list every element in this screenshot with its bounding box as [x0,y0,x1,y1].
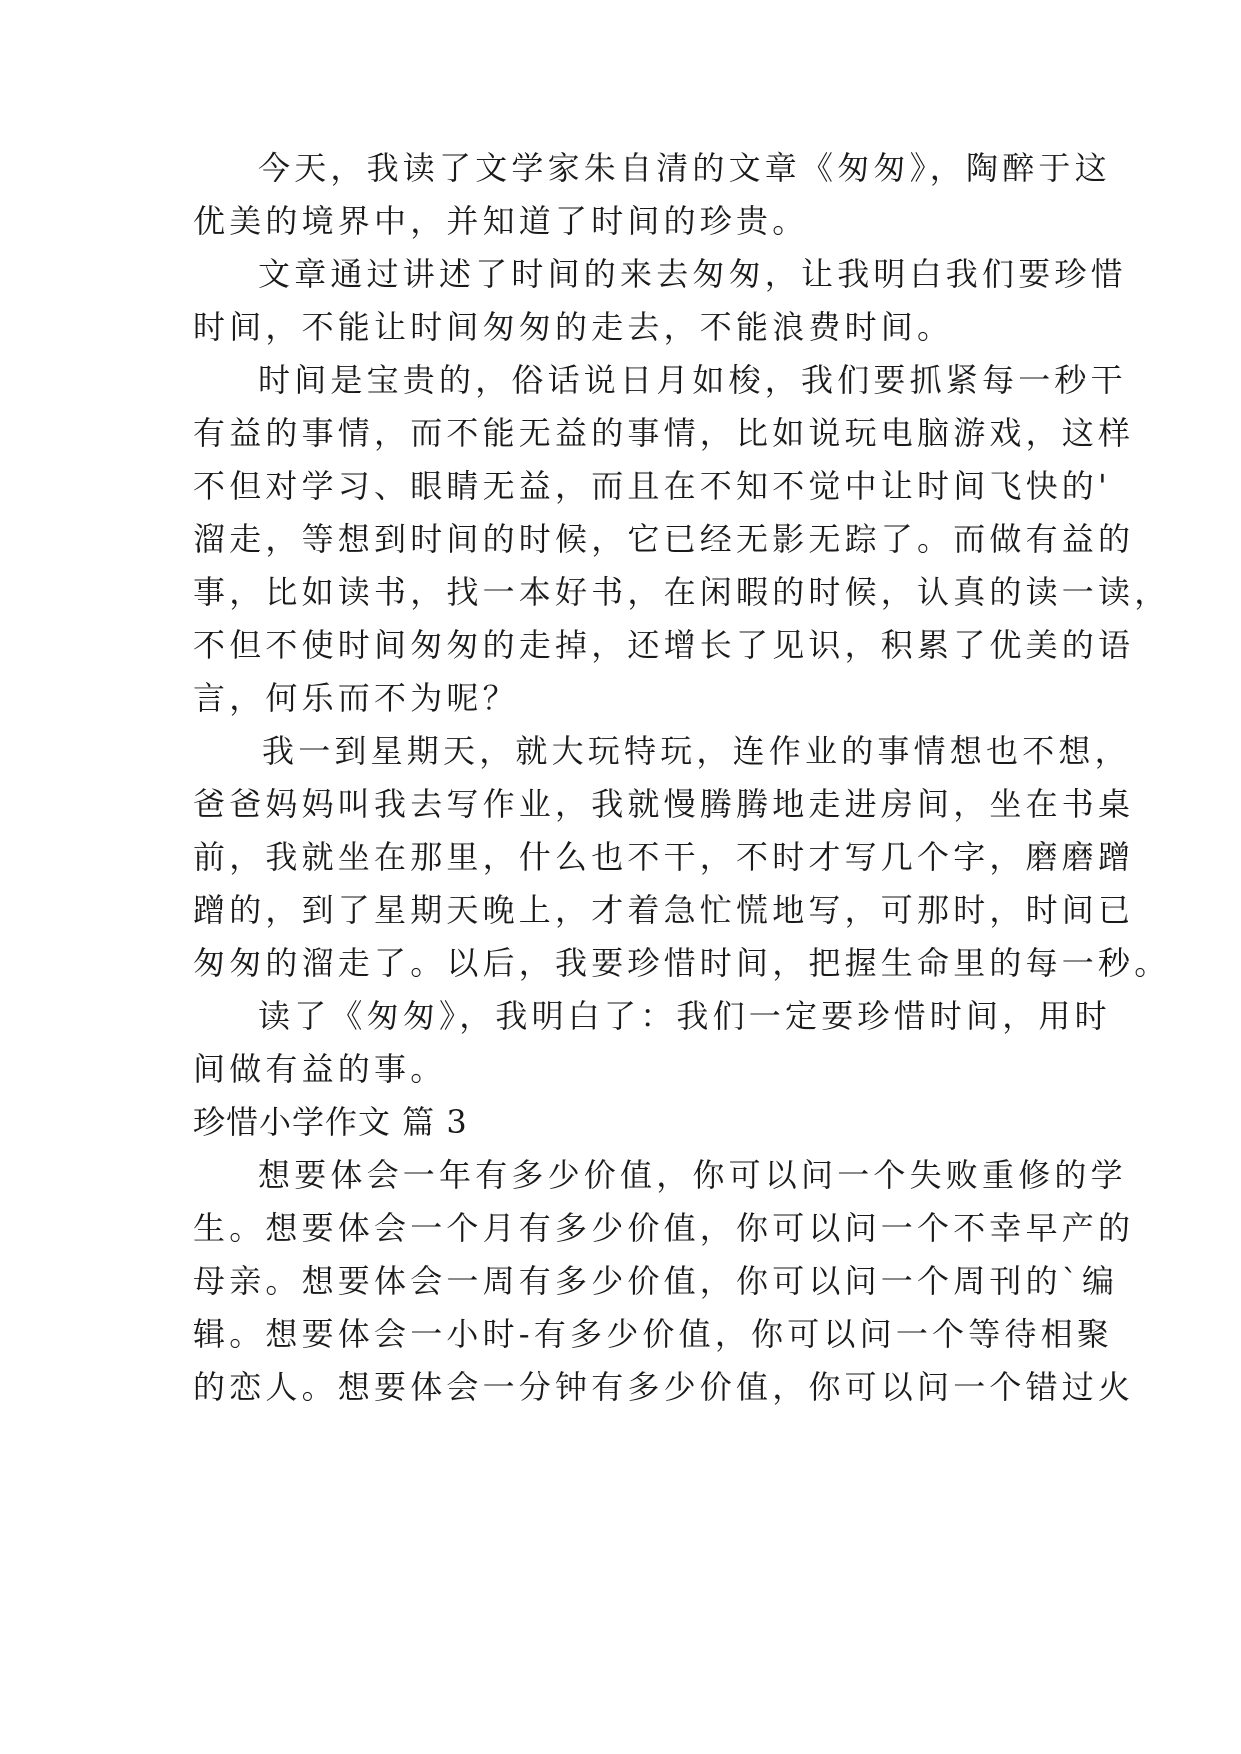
paragraph-4-line-5: 匆匆的溜走了。以后，我要珍惜时间，把握生命里的每一秒。 [193,944,1171,982]
paragraph-6-line-3: 母亲。想要体会一周有多少价值，你可以问一个周刊的`编 [193,1262,1119,1300]
paragraph-6-line-1: 想要体会一年有多少价值，你可以问一个失败重修的学 [258,1156,1127,1194]
paragraph-4-line-1: 我一到星期天，就大玩特玩，连作业的事情想也不想， [262,732,1131,770]
paragraph-1-line-2: 优美的境界中，并知道了时间的珍贵。 [193,202,809,240]
paragraph-3-line-2: 有益的事情，而不能无益的事情，比如说玩电脑游戏，这样 [193,414,1135,452]
paragraph-6-line-2: 生。想要体会一个月有多少价值，你可以问一个不幸早产的 [193,1209,1135,1247]
paragraph-3-line-3: 不但对学习、眼睛无益，而且在不知不觉中让时间飞快的' [193,467,1111,505]
paragraph-5-line-2: 间做有益的事。 [193,1050,447,1088]
paragraph-6-line-4: 辑。想要体会一小时-有多少价值，你可以问一个等待相聚 [193,1315,1114,1353]
paragraph-3-line-6: 不但不使时间匆匆的走掉，还增长了见识，积累了优美的语 [193,626,1135,664]
paragraph-2-line-1: 文章通过讲述了时间的来去匆匆，让我明白我们要珍惜 [258,255,1127,293]
paragraph-4-line-2: 爸爸妈妈叫我去写作业，我就慢腾腾地走进房间，坐在书桌 [193,785,1135,823]
paragraph-2-line-2: 时间，不能让时间匆匆的走去，不能浪费时间。 [193,308,954,346]
paragraph-6-line-5: 的恋人。想要体会一分钟有多少价值，你可以问一个错过火 [193,1368,1135,1406]
paragraph-4-line-3: 前，我就坐在那里，什么也不干，不时才写几个字，磨磨蹭 [193,838,1135,876]
paragraph-3-line-4: 溜走，等想到时间的时候，它已经无影无踪了。而做有益的 [193,520,1135,558]
section-heading: 珍惜小学作文 篇 3 [193,1103,468,1141]
paragraph-5-line-1: 读了《匆匆》，我明白了：我们一定要珍惜时间，用时 [258,997,1111,1035]
paragraph-4-line-4: 蹭的，到了星期天晚上，才着急忙慌地写，可那时，时间已 [193,891,1135,929]
paragraph-3-line-1: 时间是宝贵的，俗话说日月如梭，我们要抓紧每一秒干 [258,361,1127,399]
paragraph-3-line-7: 言，何乐而不为呢？ [193,679,519,717]
paragraph-1-line-1: 今天，我读了文学家朱自清的文章《匆匆》，陶醉于这 [258,149,1111,187]
paragraph-3-line-5: 事，比如读书，找一本好书，在闲暇的时候，认真的读一读， [193,573,1171,611]
